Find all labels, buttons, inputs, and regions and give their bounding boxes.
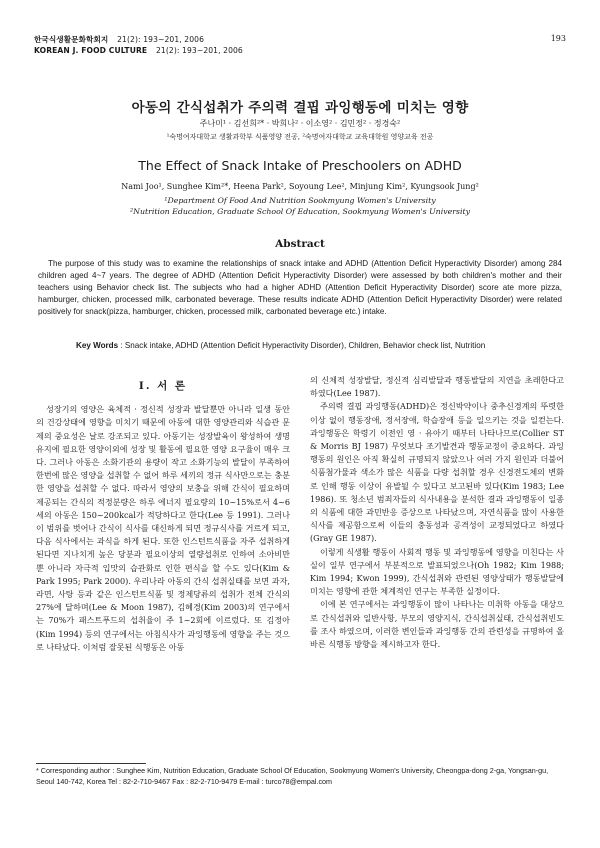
intro-paragraph-5: 이에 본 연구에서는 과잉행동이 많이 나타나는 미취학 아동을 대상으로 간식섭취와 일반사항, 부모의 영양지식, 간식섭취실태, 간식섭취빈도를 조사 하였으며, 이러한 변인들과 과잉행동 간의 관련성을 규명하여 올바른 식행동 방향을 제시하고자 한다. — [310, 599, 564, 650]
keywords-list: : Snack intake, ADHD (Attention Deficit Hyperactivity Disorder), Children, Behavior check list, Nutrition — [120, 341, 486, 350]
journal-line-ko — [34, 34, 243, 45]
keywords-label: Key Words — [76, 341, 119, 350]
page-number: 193 — [550, 34, 566, 43]
right-column — [310, 374, 564, 651]
authors-english: Nami Joo¹, Sunghee Kim²*, Heena Park², Soyoung Lee², Minjung Kim², Kyungsook Jung² — [121, 182, 479, 191]
keywords — [76, 340, 562, 351]
intro-paragraph-1: 성장기의 영양은 육체적 · 정신적 성장과 발달뿐만 아니라 일생 동안의 건강상태에 영향을 미치기 때문에 아동에 대한 영양관리와 식습관 문제의 중요성은 날로 강조되고 있다. 아동기는 성장발육이 왕성하여 생명유지에 필요한 영양이외에 성장 및 활동에 필요한 영양 요구율이 매우 크다. 그러나 아동은 소화기관의 용량이 작고 소화기능의 발달이 부족하여 한번에 많은 영양을 섭취할 수 없어 하루 세끼의 정규 식사만으로는 충분한 영양을 섭취할 수 없다. 따라서 영양의 보충을 위해 간식이 필요하며 제공되는 간식의 적정분량은 하루 에너지 필요량의 10~15%로서 4~6세의 아동은 150~200kcal가 적당하다고 한다(Lee 등 1991). 그러나 이 범위를 벗어나 간식이 식사를 대신하게 되면 정규식사를 거르게 되고, 다음 식사에서는 과식을 하게 된다. 또한 인스턴트식품을 자주 섭취하게 된다면 지나치게 높은 당분과 필요이상의 열량섭취로 인하여 소아비만 뿐 아니라 자극적 입맛의 습관화로 인한 편식을 할 수도 있다(Kim & Park 1995; Park 2000). 우리나라 아동의 간식 섭취실태를 보면 과자, 라면, 사탕 등과 같은 인스턴트식품 및 정제당류의 섭취가 전체 간식의 27%에 달하며(Lee & Moon 1987), 김혜경(Kim 2003)의 연구에서는 70%가 패스트푸드의 섭취율이 주 1~2회에 이르렀다. 또 김정아(Kim 1994) 등의 연구에서는 아침식사가 과잉행동에 영향을 주는 것으로 나타났다. 이처럼 잘못된 식행동은 아동 — [36, 404, 290, 652]
footnote-divider — [36, 763, 146, 764]
left-column — [36, 374, 290, 654]
affiliations-korean: ¹숙명여자대학교 생활과학부 식품영양 전공, ²숙명여자대학교 교육대학원 영양교육 전공 — [166, 133, 434, 141]
affiliation-english-2: ²Nutrition Education, Graduate School Of Education, Sookmyung Women's University — [130, 207, 470, 216]
journal-name-en: KOREAN J. FOOD CULTURE — [34, 46, 148, 55]
corresponding-author-footnote: * Corresponding author : Sunghee Kim, Nutrition Education, Graduate School Of Education, Sookmyung Women's University, Cheongpa-dong 2-ga, Yongsan-gu, Seoul 140-742, Korea Tel : 82-2-710-9467 Fax : 82-2-710-9479 E-mail : turco78@empal.com — [36, 766, 549, 786]
authors-korean: 주나미¹ · 김선희²* · 박희나² · 이소영² · 김민정² · 정경숙² — [199, 119, 401, 128]
intro-paragraph-3: 주의력 결핍 과잉행동(ADHD)은 정신박약이나 중추신경계의 뚜렷한 이상 없이 행동장애, 정서장애, 학습장애 등을 일으키는 것을 일컫는다. 과잉행동은 학령기 이전인 영 · 유아기 때부터 나타나므로(Collier ST & Morris BJ 1987) 무엇보다 조기발견과 행동교정이 중요하다. 과잉행동의 원인은 아직 확실히 규명되지 않았으나 여러 가지 원인과 더불어 식품첨가물과 색소가 많은 식품을 다량 섭취할 경우 신경전도체의 변화로 인해 행동 이상이 유발될 수 있다고 보고된바 있다(Kim 1983; Lee 1986). 또 청소년 범죄자들의 식사내용을 분석한 결과 과잉행동이 일종의 식품에 대한 과민반응 증상으로 나타났으며, 자연식품을 많이 사용한 식사를 제공함으로써 이들의 충동성과 공격성이 교정되었다고 하였다(Gray GE 1987). — [310, 401, 564, 544]
journal-name-ko: 한국식생활문화학회지 — [34, 35, 109, 44]
abstract-heading: Abstract — [275, 238, 325, 250]
intro-paragraph-2: 의 신체적 성장발달, 정신적 심리발달과 행동발달의 지연을 초래한다고 하였다(Lee 1987). — [310, 375, 564, 399]
section-heading: I. 서 론 — [138, 380, 188, 392]
abstract-text: The purpose of this study was to examine the relationships of snack intake and ADHD (Attention Deficit Hyperactivity Disorder) among 284 children aged 4~7 years. The degree of ADHD (Attention Deficit Hyperactivity Disorder) were assessed by both children's mother and their teachers using Behavior check list. The subjects who had a higher ADHD (Attention Deficit Hyperactivity Disorder) score ate more pizza, hamburger, chicken, processed milk, carbonated beverage. These results indicate ADHD (Attention Deficit Hyperactivity Disorder) were related positively for snack(pizza, hamburger, chicken, processed milk, carbonated beverage etc.) intake. — [38, 259, 562, 316]
title-korean: 아동의 간식섭취가 주의력 결핍 과잉행동에 미치는 영향 — [131, 100, 469, 116]
title-english: The Effect of Snack Intake of Preschoolers on ADHD — [138, 158, 462, 173]
journal-line-en — [34, 45, 243, 56]
affiliation-english-1: ¹Department Of Food And Nutrition Sookmyung Women's University — [164, 196, 436, 205]
journal-header — [34, 34, 243, 56]
journal-volume-ko: 21(2): 193~201, 2006 — [117, 35, 205, 44]
journal-volume-en: 21(2): 193~201, 2006 — [155, 46, 243, 55]
intro-paragraph-4: 이렇게 식생활 행동이 사회적 행동 및 과잉행동에 영향을 미친다는 사실이 일부 연구에서 부분적으로 발표되었으나(Oh 1982; Kim 1988; Kim 1994; Kwon 1999), 간식섭취와 관련된 영양상태가 행동발달에 미치는 영향에 관한 체계적인 연구는 부족한 실정이다. — [310, 546, 564, 597]
